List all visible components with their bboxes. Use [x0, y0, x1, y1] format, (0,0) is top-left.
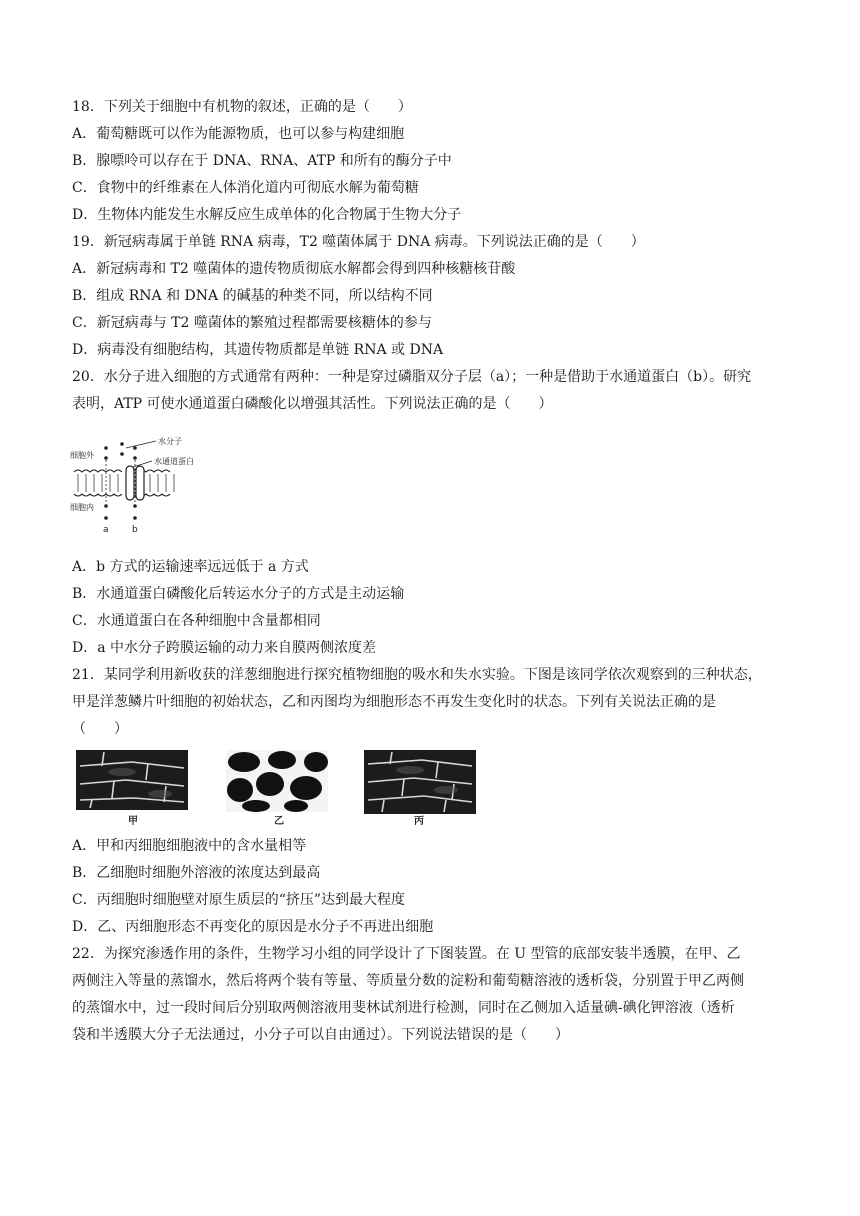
q19-option-d: D．病毒没有细胞结构，其遗传物质都是单链 RNA 或 DNA [72, 342, 444, 358]
caption-yi: 乙 [274, 816, 284, 827]
q19-option-b: B．组成 RNA 和 DNA 的碱基的种类不同，所以结构不同 [72, 288, 433, 304]
micrograph-yi [226, 750, 328, 812]
membrane-diagram [68, 434, 218, 540]
q21-option-a: A．甲和丙细胞细胞液中的含水量相等 [72, 838, 307, 854]
q18-option-c: C．食物中的纤维素在人体消化道内可彻底水解为葡萄糖 [72, 180, 419, 196]
cell-micrographs [74, 748, 494, 828]
path-b-label: b [132, 525, 138, 535]
caption-jia: 甲 [128, 816, 138, 827]
q21-option-b: B．乙细胞时细胞外溶液的浓度达到最高 [72, 865, 321, 881]
q19-option-a: A．新冠病毒和 T2 噬菌体的遗传物质彻底水解都会得到四种核糖核苷酸 [72, 261, 516, 277]
q18-option-a: A．葡萄糖既可以作为能源物质，也可以参与构建细胞 [72, 126, 405, 142]
outside-label: 细胞外 [70, 451, 94, 460]
q20-option-c: C．水通道蛋白在各种细胞中含量都相同 [72, 613, 321, 629]
q22-line1: 22．为探究渗透作用的条件，生物学习小组的同学设计了下图装置。在 U 型管的底部安装半透膜，在甲、乙 [72, 946, 741, 962]
q21-option-c: C．丙细胞时细胞壁对原生质层的“挤压”达到最大程度 [72, 892, 406, 908]
q18-option-d: D．生物体内能发生水解反应生成单体的化合物属于生物大分子 [72, 207, 462, 223]
q20-stem-line2: 表明，ATP 可使水通道蛋白磷酸化以增强其活性。下列说法正确的是（ ） [72, 396, 553, 412]
q20-option-a: A．b 方式的运输速率远远低于 a 方式 [72, 559, 309, 575]
q18-stem: 18．下列关于细胞中有机物的叙述，正确的是（ ） [72, 99, 412, 115]
q19-stem: 19．新冠病毒属于单链 RNA 病毒，T2 噬菌体属于 DNA 病毒。下列说法正确的是（ ） [72, 234, 645, 250]
q20-option-d: D．a 中水分子跨膜运输的动力来自膜两侧浓度差 [72, 640, 377, 656]
q22-line3: 的蒸馏水中，过一段时间后分别取两侧溶液用斐林试剂进行检测，同时在乙侧加入适量碘-碘化钾溶液（透析 [72, 1000, 735, 1016]
water-channel-protein [126, 466, 144, 500]
q22-line4: 袋和半透膜大分子无法通过，小分子可以自由通过）。下列说法错误的是（ ） [72, 1027, 569, 1043]
channel-label: 水通道蛋白 [154, 457, 194, 466]
caption-bing: 丙 [414, 816, 424, 827]
q21-stem-line3: （ ） [72, 721, 128, 737]
q21-stem-line2: 甲是洋葱鳞片叶细胞的初始状态，乙和丙图均为细胞形态不再发生变化时的状态。下列有关说法正确的是 [72, 694, 716, 710]
q19-option-c: C．新冠病毒与 T2 噬菌体的繁殖过程都需要核糖体的参与 [72, 315, 432, 331]
inside-label: 细胞内 [70, 503, 94, 512]
path-a-label: a [103, 525, 109, 535]
micrograph-bing [364, 750, 476, 814]
micrograph-jia [76, 750, 188, 810]
q18-option-b: B．腺嘌呤可以存在于 DNA、RNA、ATP 和所有的酶分子中 [72, 153, 452, 169]
q20-stem-line1: 20．水分子进入细胞的方式通常有两种：一种是穿过磷脂双分子层（a）；一种是借助于水通道蛋白（b）。研究 [72, 369, 752, 385]
water-label: 水分子 [158, 437, 182, 446]
q22-line2: 两侧注入等量的蒸馏水，然后将两个装有等量、等质量分数的淀粉和葡萄糖溶液的透析袋，分别置于甲乙两侧 [72, 973, 744, 989]
q20-option-b: B．水通道蛋白磷酸化后转运水分子的方式是主动运输 [72, 586, 405, 602]
q21-option-d: D．乙、丙细胞形态不再变化的原因是水分子不再进出细胞 [72, 919, 434, 935]
lipid-bilayer [74, 470, 174, 496]
q21-stem-line1: 21．某同学利用新收获的洋葱细胞进行探究植物细胞的吸水和失水实验。下图是该同学依次观察到的三种状态， [72, 667, 762, 683]
